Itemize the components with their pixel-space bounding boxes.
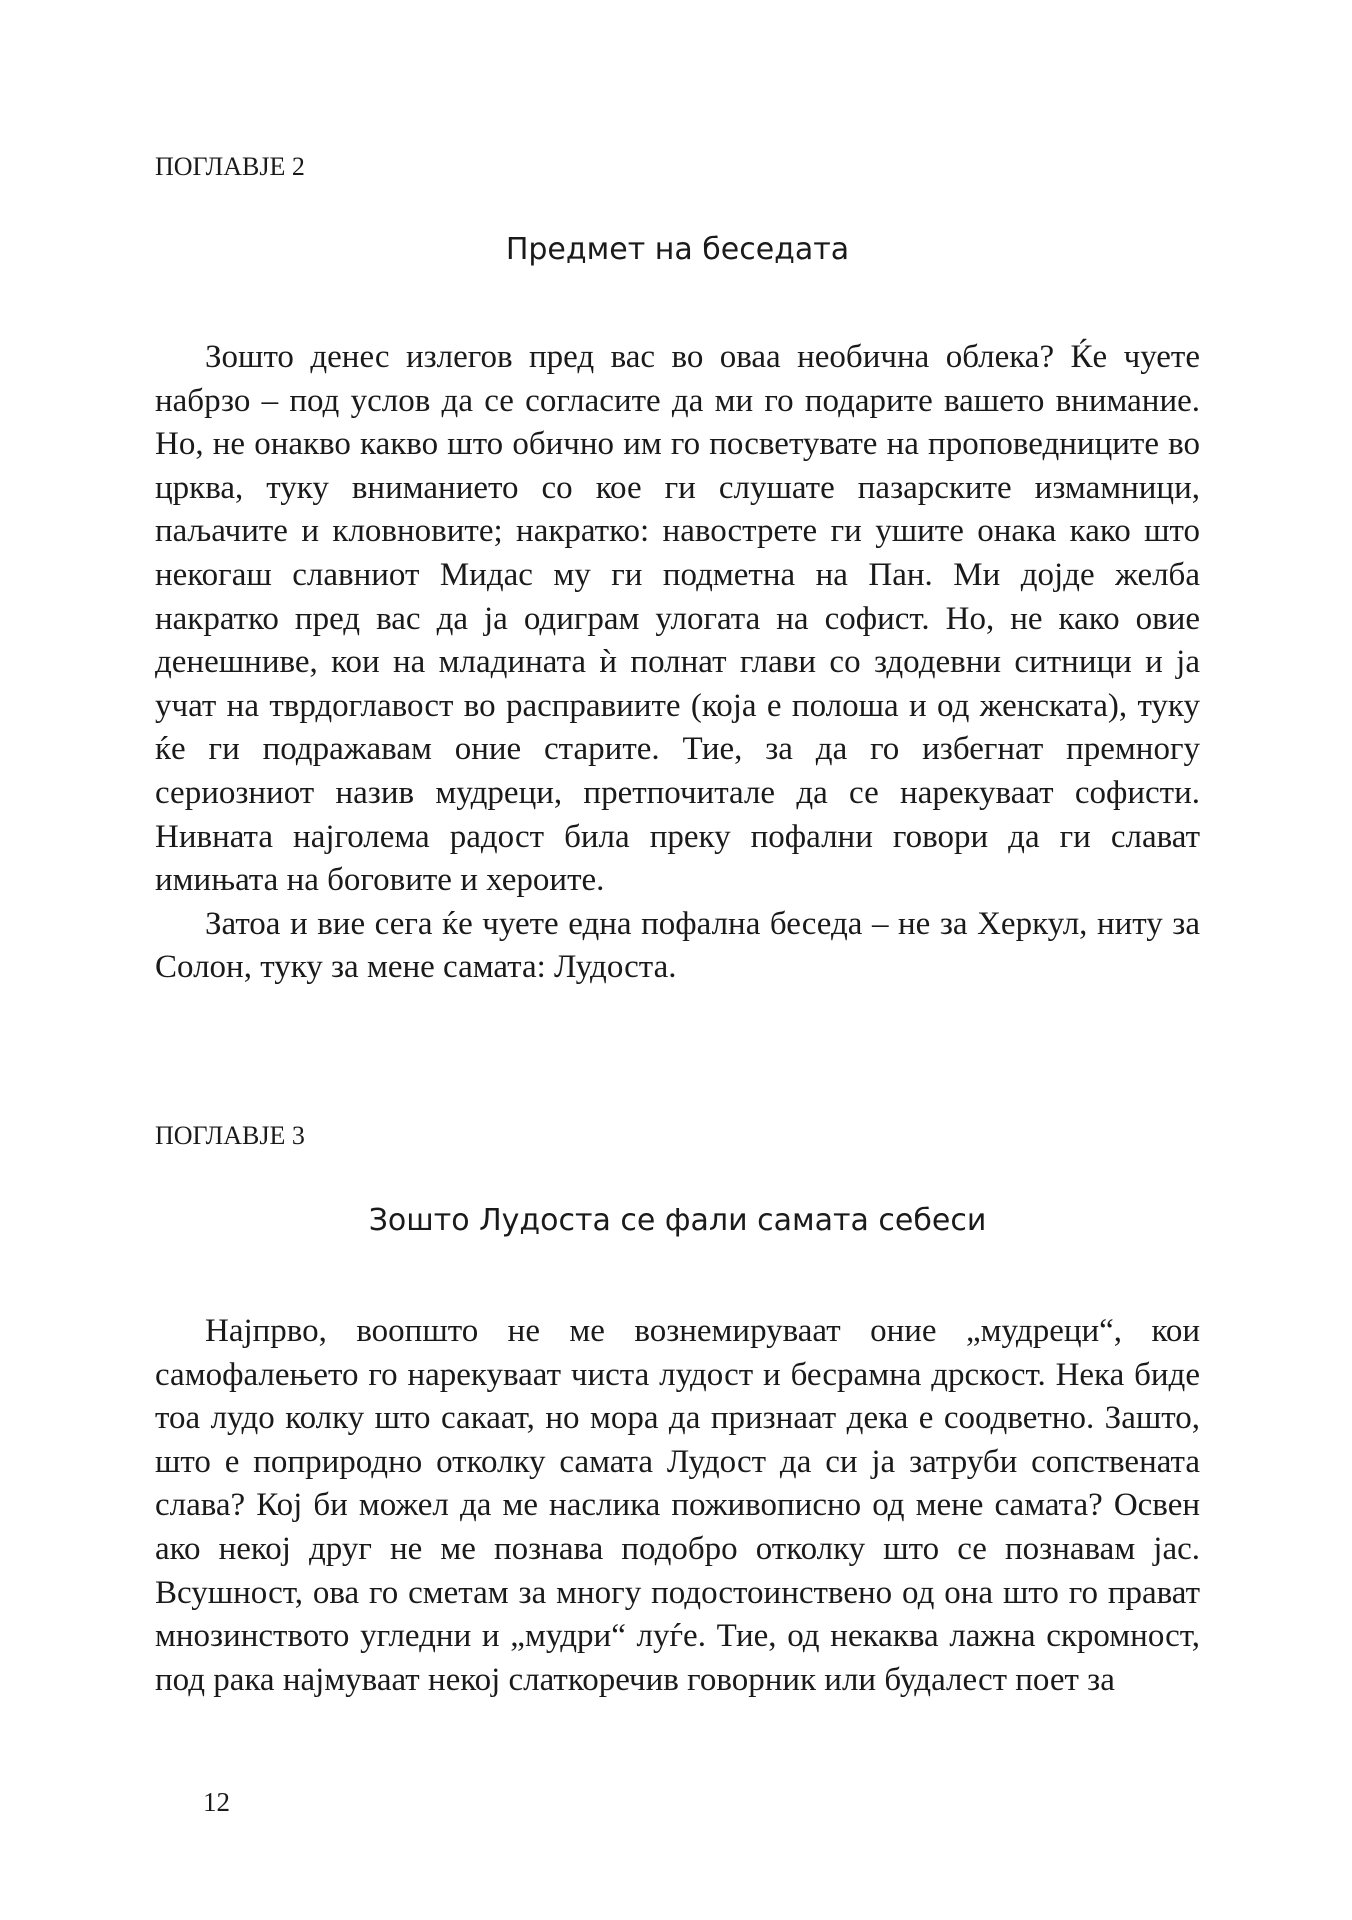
chapter-3-label: ПОГЛАВЈЕ 3: [155, 1121, 305, 1150]
chapter-2-heading: Предмет на беседата: [505, 232, 850, 267]
paragraph: Зошто денес излегов пред вас во оваа необична облека? Ќе чуете набрзо – под услов да се согласите да ми го подарите вашето внимание. Но, не онакво какво што обично им го посветувате на проповедниците во црква, туку вниманието со кое ги слушате пазарските измамници, паљачите и кловновите; накратко: навострете ги ушите онака како што некогаш славниот Мидас му ги подметна на Пан. Ми дојде желба накратко пред вас да ја одиграм улогата на софист. Но, не како овие денешниве, кои на младината ѝ полнат глави со здодевни ситници и ја учат на тврдоглавост во расправиите (која е полоша и од женската), туку ќе ги подражавам оние старите. Тие, за да го избегнат премногу сериозниот назив мудреци, претпочитале да се нарекуваат софисти. Нивната најголема радост била преку пофални говори да ги слават имињата на боговите и хероите.: [155, 339, 1200, 899]
page-number: 12: [203, 1787, 230, 1817]
chapter-3-heading: Зошто Лудоста се фали самата себеси: [368, 1203, 987, 1238]
chapter-2-label: ПОГЛАВЈЕ 2: [155, 152, 305, 181]
chapter-3-body: [155, 1310, 1200, 1702]
paragraph: Затоа и вие сега ќе чуете една пофална беседа – не за Херкул, ниту за Солон, туку за мене самата: Лудоста.: [155, 905, 1200, 986]
paragraph: Најпрво, воопшто не ме вознемируваат оние „мудреци“, кои самофалењето го нарекуваат чиста лудост и бесрамна дрскост. Нека биде тоа лудо колку што сакаат, но мора да признаат дека е соодветно. Зашто, што е поприродно отколку самата Лудост да си ја затруби сопствената слава? Кој би можел да ме наслика поживописно од мене самата? Освен ако некој друг не ме познава подобро отколку што се познавам јас. Всушност, ова го сметам за многу подостоинствено од она што го прават мнозинството угледни и „мудри“ луѓе. Тие, од некаква лажна скромност, под рака најмуваат некој слаткоречив говорник или будалест поет за: [155, 1313, 1200, 1698]
chapter-2-body: [155, 336, 1200, 990]
